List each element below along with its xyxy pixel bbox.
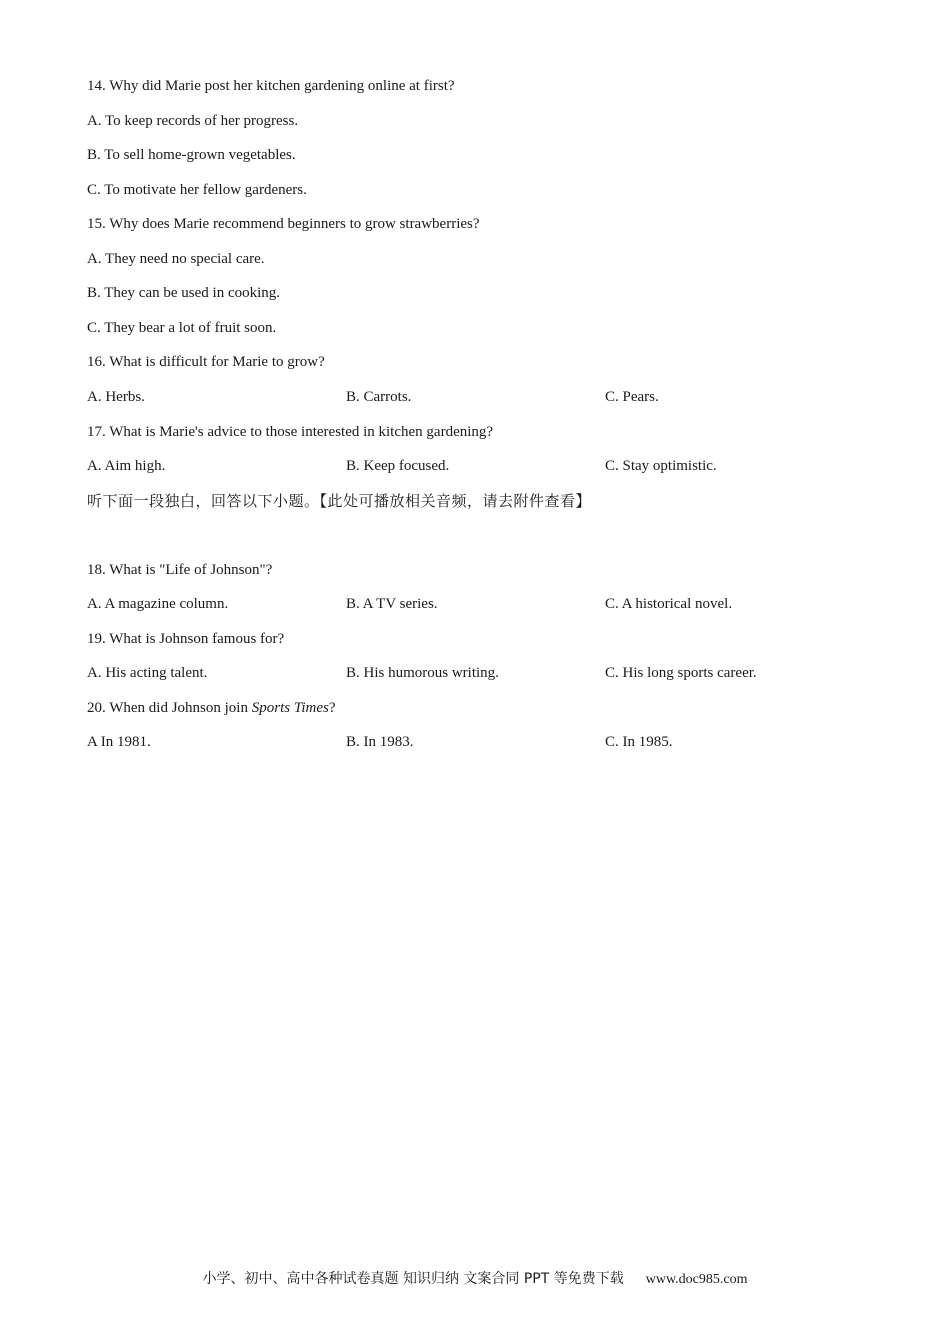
page-footer — [0, 1269, 950, 1290]
question-16-stem: 16. What is difficult for Marie to grow? — [87, 354, 325, 370]
question-20-stem-suffix: ? — [328, 700, 336, 716]
question-19-stem: 19. What is Johnson famous for? — [87, 631, 285, 647]
question-14-option-a: A. To keep records of her progress. — [87, 113, 299, 129]
footer-url[interactable]: www.doc985.com — [645, 1272, 748, 1287]
question-14-stem: 14. Why did Marie post her kitchen gardening online at first? — [87, 78, 455, 94]
question-18-option-c: C. A historical novel. — [605, 596, 733, 612]
question-18-stem: 18. What is "Life of Johnson"? — [87, 562, 273, 578]
question-19-option-b: B. His humorous writing. — [346, 665, 499, 681]
question-20-stem-italic: Sports Times — [251, 700, 329, 716]
question-17-stem: 17. What is Marie's advice to those interested in kitchen gardening? — [87, 424, 494, 440]
footer-text: 小学、初中、高中各种试卷真题 知识归纳 文案合同 PPT 等免费下载 — [202, 1271, 624, 1287]
question-19-options — [87, 663, 887, 683]
question-17-options — [87, 456, 887, 476]
question-16-option-b: B. Carrots. — [346, 389, 412, 405]
question-15-option-c: C. They bear a lot of fruit soon. — [87, 320, 277, 336]
question-16-option-a: A. Herbs. — [87, 389, 145, 405]
question-20-stem-prefix: 20. When did Johnson join — [87, 700, 252, 716]
question-16-options — [87, 387, 887, 407]
question-15-stem: 15. Why does Marie recommend beginners to grow strawberries? — [87, 216, 480, 232]
question-15-option-a: A. They need no special care. — [87, 251, 265, 267]
question-18-option-a: A. A magazine column. — [87, 596, 229, 612]
listening-instruction: 听下面一段独白，回答以下小题。【此处可播放相关音频，请去附件查看】 — [87, 492, 592, 510]
question-18-options — [87, 594, 887, 614]
question-14-option-c: C. To motivate her fellow gardeners. — [87, 182, 307, 198]
question-20-stem — [87, 698, 336, 718]
question-17-option-a: A. Aim high. — [87, 458, 166, 474]
question-19-option-c: C. His long sports career. — [605, 665, 757, 681]
question-14-option-b: B. To sell home-grown vegetables. — [87, 147, 296, 163]
question-20-option-b: B. In 1983. — [346, 734, 414, 750]
question-15-option-b: B. They can be used in cooking. — [87, 285, 281, 301]
question-17-option-b: B. Keep focused. — [346, 458, 450, 474]
question-16-option-c: C. Pears. — [605, 389, 659, 405]
question-20-option-a: A In 1981. — [87, 734, 151, 750]
question-19-option-a: A. His acting talent. — [87, 665, 208, 681]
question-18-option-b: B. A TV series. — [346, 596, 438, 612]
question-17-option-c: C. Stay optimistic. — [605, 458, 717, 474]
question-20-option-c: C. In 1985. — [605, 734, 673, 750]
question-20-options — [87, 732, 887, 752]
